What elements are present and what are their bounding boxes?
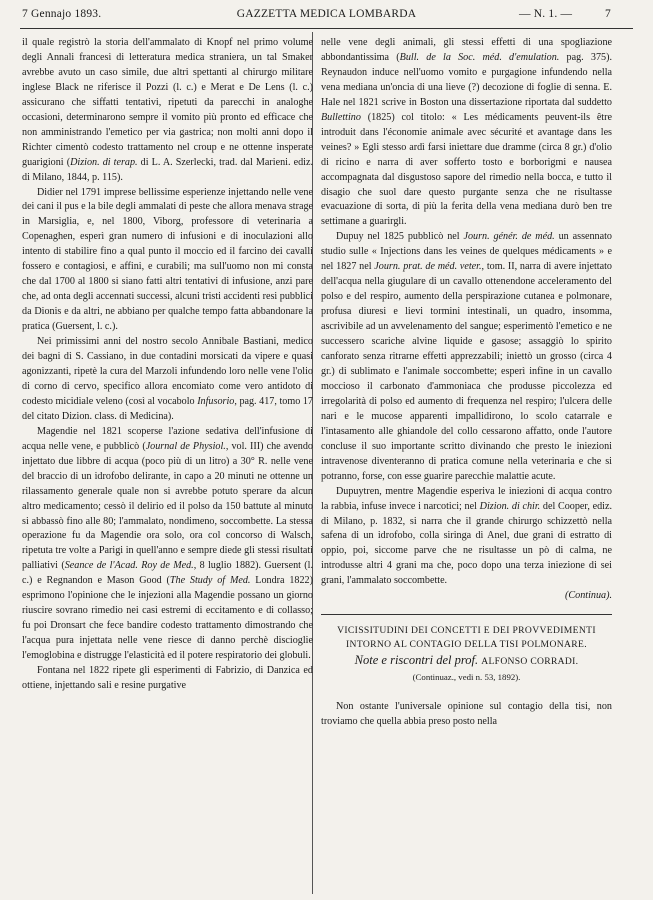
- section-body-paragraph: Non ostante l'universale opinione sul contagio della tisi, non troviamo che quella abbia preso posto nella: [321, 701, 612, 728]
- paragraph-text: , tom. II, narra di avere injettato dell'acqua nella giugulare di un cavallo ottenendone acceleramento del polso e del respiro, aumento della perspirazione cutanea e polmonare, profusa diuresi e lievi tormini intestinali, un quadro, insomma, ascrivibile ad un avvelenamento del sangue; esperimentò l'emetico e ne successero scariche alvine liquide e gasose; assaggiò lo spirito canforato senza ritrarne effetti apprezzabili; iniettò un grosso (circa 4 gr.) di sublimato e l'animale soccombette; esperì infine in un cavallo moccioso il carbonato d'ammoniaca che produsse piccolezza ed irregolarità di polso ed aumento di frequenza nel respiro; l'ulcera delle nari e le mucose apparenti impallidirono, lo scolo catarrale e l'intasamento alle ghiandole del collo cessarono affatto, onde l'autore concluse il suo importante scritto divinando che presto le iniezioni intravenose diventeranno di pratica comune nella veterinaria e che si potranno, forse, con esse guarire parecchie malattie acute.: [321, 261, 612, 482]
- paragraph-text: nelle vene degli animali, gli stessi effetti di una spogliazione abbondantissima (: [321, 37, 612, 63]
- right-column: [321, 36, 612, 730]
- header-title: GAZZETTA MEDICA LOMBARDA: [236, 8, 417, 20]
- paragraph: [22, 664, 313, 694]
- left-column-body: [22, 36, 313, 694]
- paragraph-text: , pag. 417, tomo 17 del citato Dizion. class. di Medicina).: [22, 395, 313, 422]
- paragraph-text: il quale registrò la storia dell'ammalato di Knopf nel primo volume degli Annali francesi di letteratura medica straniera, un tal Smaker avrebbe avuto un caso simile, due altri spettanti al chirurgo militare inglese Black ne riferisce il Pozzi (l. c.) e Merat e De Lens (l. c.) assicurano che siffatti tentativi, ripetuti da parecchi in analoghe occasioni, determinarono sempre il vomito più pronto ed efficace che non amministrando l'emetico per via gastrica; non molti anni dopo il Richter cimentò codesto trattamento nel croup e ne ottenne insperate guarigioni (: [22, 37, 313, 168]
- paragraph-text: un assennato studio sulle « Injections dans les veines de quelques médicaments » e nel 1827 nel: [321, 231, 612, 273]
- paragraph-text: Nei primissimi anni del nostro secolo Annibale Bastiani, medico dei bagni di S. Cassiano, in due contadini morsicati da vipere e quasi agonizzanti, ripetè la cura del Marzoli infundendo loro nelle vene l'olio di corno di cervo, specifico allora encomiato come vero antidoto di codesto micidiale veleno (così al vocabolo: [22, 336, 313, 407]
- header-rule: [20, 28, 633, 29]
- page-header: [0, 0, 653, 30]
- citation-text: Infusorio: [197, 395, 235, 407]
- citation-text: Journal de Physiol.: [145, 440, 226, 452]
- header-issue-number: — N. 1. —: [519, 8, 573, 20]
- paragraph-text: Magendie nel 1821 scoperse l'azione sedativa dell'infusione di acqua nelle vene, e pubblicò (: [22, 425, 313, 452]
- paragraph: [22, 425, 313, 664]
- paragraph: [22, 186, 313, 336]
- paragraph-text: Dupuy nel 1825 pubblicò nel: [336, 231, 464, 243]
- right-column-body: [321, 36, 612, 589]
- paragraph: [321, 36, 612, 230]
- paragraph-text: (1825) col titolo: « Les médicaments peuvent-ils être introduit dans l'économie animale avec sécurité et avantage dans les veines? » Egli stesso ardì farsi iniettare due dramme (circa 8 gr.) d'olio di ricino e narra di aver sofferto tosto e borborigmi e nausea accompagnata dal disgustoso sapore del rimedio nella bocca, e tutto il disagio che suol dare questo purgante senza che ne risultasse evacuazione di sorta, di più la ferita della vena mediana durò ben tre settimane a guarirgli.: [321, 111, 612, 228]
- citation-text: Seance de l'Acad. Roy de Med.: [64, 560, 194, 572]
- paragraph-text: Dupuytren, mentre Magendie esperiva le iniezioni di acqua contro la rabbia, infuse invece i narcotici; nel: [321, 485, 612, 512]
- citation-text: Journ. prat. de méd. veter.: [374, 261, 482, 273]
- paragraph-text: di L. A. Szerlecki, trad. dal Marieni. ediz. di Milano, 1844, p. 115).: [22, 156, 313, 183]
- paragraph-text: del Cooper, ediz. di Milano, p. 1832, si narra che il grande chirurgo schizzettò nella safena di un idrofobo, colla siringa di Anel, due grani di estratto di oppio, poi, siccome parve che ne risultasse un pò di calma, ne introdusse altri 4 grani ma che, poco dopo una terza iniezione di sei grani, l'ammalato soccombette.: [321, 500, 612, 587]
- paragraph: [321, 230, 612, 484]
- paragraph-text: Londra 1822) esprimono l'opinione che le injezioni alla Magendie possano un giorno riuscire sovrano rimedio nei casi estremi di eccitamento e di collasso; fu poi Dronsart che fece bandire codesto trattamento dimostrando che l'acqua pura injettata nelle vene riesce di danno perchè discioglie l'emoglobina e distrugge l'elasticità ed il potere respiratorio dei globuli.: [22, 575, 313, 662]
- continua-label: (Continua).: [565, 590, 612, 602]
- paragraph-text: Didier nel 1791 imprese bellissime esperienze injettando nelle vene dei cani il pus e la bile degli ammalati di peste che allora menava strage in Marsiglia, e, nel 1800, Viborg, professore di veterinaria a Copenaghen, esperì gran numero di infusioni e di inoculazioni allo intento di stabilire fino a qual punto il moccio ed il farcino dei cavalli fossero e contagiosi, e affini, e curabili; ma sull'uomo non mi consta che dal 1700 al 1800 si siano fatti altri tentativi di infusione, anzi pare che, ad onta degli accennati successi, alcuni tristi accidenti resi pubblici da Dionis e da altri, ne abbiano per qualche tempo fatta abbandonare la pratica (Guersent, l. c.).: [22, 186, 313, 333]
- header-page-number: 7: [605, 8, 611, 20]
- paragraph-text: pag. 375). Reynaudon induce nell'uomo vomito e purgagione infundendo nella vena mediana un'oncia di una lieve (?) decozione di foglie di senna. E. Hale nel 1821 scrive in Boston una dissertazione riportata dal suddetto: [321, 51, 612, 108]
- section-subtitle: Note e riscontri del prof. ALFONSO CORRADI.: [354, 653, 579, 668]
- citation-text: Dizion. di chir.: [479, 500, 541, 512]
- paragraph: [22, 335, 313, 425]
- left-column: [22, 36, 313, 694]
- paragraph-text: , 8 luglio 1882). Guersent (l. c.) e Regnandon e Mason Good (: [22, 560, 314, 587]
- header-date: 7 Gennajo 1893.: [22, 8, 102, 20]
- section-author: ALFONSO CORRADI.: [481, 656, 579, 668]
- paragraph-text: Fontana nel 1822 ripete gli esperimenti di Fabrizio, di Danzica ed ottiene, injettando sali e resine purgative: [22, 665, 313, 691]
- citation-text: Journ. génér. de méd.: [463, 231, 555, 243]
- paragraph: [321, 485, 612, 590]
- section-title-line-2: INTORNO AL CONTAGIO DELLA TISI POLMONARE.: [346, 639, 587, 651]
- citation-text: Bullettino: [321, 111, 361, 123]
- section-separator: [321, 614, 612, 615]
- section-title-line-1: VICISSITUDINI DEI CONCETTI E DEI PROVVEDIMENTI: [337, 625, 596, 637]
- section-continuation-note: (Continuaz., vedi n. 53, 1892).: [412, 672, 521, 683]
- paragraph: [22, 36, 313, 186]
- citation-text: Dizion. di terap.: [70, 156, 138, 168]
- paragraph-text: , vol. III) che avendo injettato due libbre di acqua (poco più di un litro) a 30° R. nelle vene del braccio di un idrofobo delirante, in capo a 20 minuti ne ottenne un rilassamento generale quale non si avrebbe potuto sperare da alcun altro medicamento; cessò il delirio ed il polso da 150 battute al minuto si abbassò fino alle 80; l'ammalato, nondimeno, soccombette. La stessa operazione fu da Magendie ora solo, ora col concorso di Walsch, ripetuta tre volte a Parigi in quell'anno e sempre diede gli stessi risultati palliativi (: [22, 440, 313, 572]
- citation-text: Bull. de la Soc. méd. d'emulation.: [399, 51, 560, 63]
- citation-text: The Study of Med.: [169, 575, 251, 587]
